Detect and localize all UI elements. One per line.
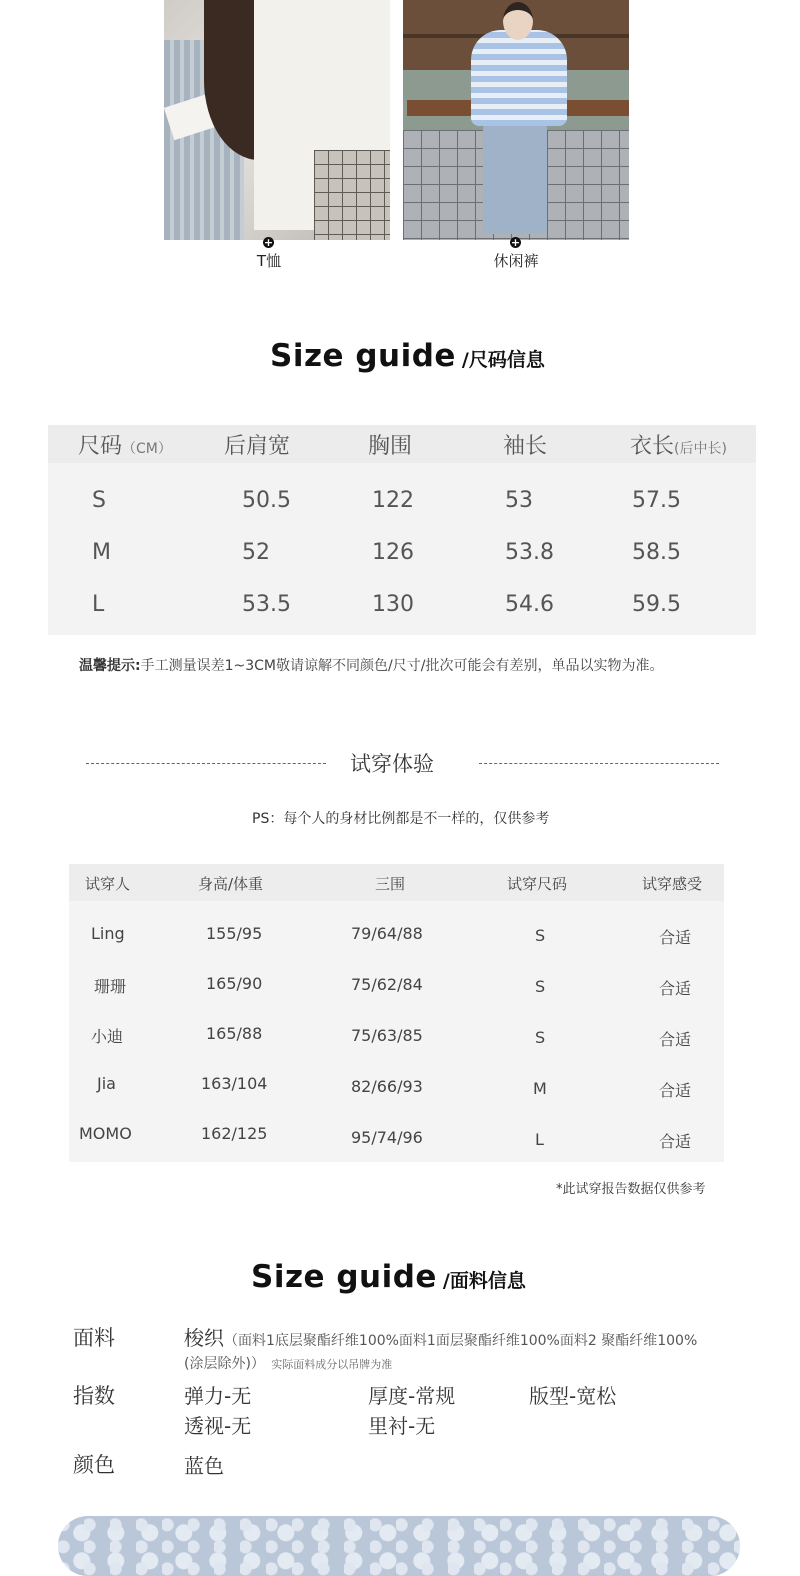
try-header-person: 试穿人: [85, 875, 131, 893]
fabric-guide-subtitle: /面料信息: [442, 1270, 526, 1292]
photo-label-pants: 休闲裤: [493, 252, 539, 270]
size-header-sleeve: 袖长: [503, 434, 548, 459]
try-cell: L: [535, 1130, 544, 1149]
try-cell: 75/63/85: [351, 1026, 423, 1045]
size-cell: S: [92, 488, 106, 513]
try-on-title: 试穿体验: [350, 752, 434, 776]
fabric-name: 梭织: [184, 1326, 224, 1350]
try-cell: 165/88: [206, 1024, 263, 1043]
try-cell: S: [535, 926, 546, 945]
size-cell: 53.5: [242, 592, 291, 617]
plus-icon[interactable]: +: [263, 236, 274, 249]
size-cell: 50.5: [242, 488, 291, 513]
product-photo-tshirt[interactable]: [164, 0, 390, 240]
try-cell: 珊珊: [94, 977, 127, 996]
try-cell: 合适: [659, 928, 692, 947]
size-guide-title: [270, 338, 545, 374]
try-cell: S: [535, 1028, 546, 1047]
size-header-length-label: 衣长: [630, 434, 675, 459]
index-thickness: 厚度-常规: [368, 1384, 456, 1408]
size-header-length-note: (后中长): [674, 441, 727, 457]
try-cell: MOMO: [79, 1124, 132, 1143]
size-guide-title-text: Size guide: [270, 338, 456, 374]
try-cell: 165/90: [206, 974, 263, 993]
size-cell: L: [92, 592, 105, 617]
size-cell: 59.5: [632, 592, 681, 617]
size-cell: 53: [505, 488, 533, 513]
try-header-size: 试穿尺码: [507, 875, 568, 893]
try-cell: M: [533, 1079, 547, 1098]
fabric-value: [184, 1322, 697, 1351]
try-cell: 合适: [659, 1081, 692, 1100]
try-cell: 95/74/96: [351, 1128, 423, 1147]
fabric-guide-title: [251, 1259, 526, 1295]
size-header-unit: （CM）: [122, 441, 172, 457]
try-cell: 163/104: [201, 1074, 268, 1093]
fabric-swatch-image: [58, 1516, 740, 1576]
color-value: 蓝色: [184, 1454, 224, 1478]
try-cell: 合适: [659, 979, 692, 998]
fabric-guide-title-text: Size guide: [251, 1259, 437, 1295]
size-cell: 126: [372, 540, 414, 565]
tip-label: 温馨提示:: [79, 658, 141, 674]
try-on-ps: PS：每个人的身材比例都是不一样的，仅供参考: [252, 811, 550, 827]
color-label: 颜色: [73, 1453, 115, 1477]
divider-right: [479, 763, 719, 764]
fabric-detail-1: （面料1底层聚酯纤维100%面料1面层聚酯纤维100%面料2 聚酯纤维100%: [224, 1333, 698, 1349]
measurement-tip: [79, 655, 663, 675]
size-cell: 130: [372, 592, 414, 617]
size-cell: 53.8: [505, 540, 554, 565]
plus-icon[interactable]: +: [510, 236, 521, 249]
try-cell: 合适: [659, 1030, 692, 1049]
size-header-size: [78, 429, 172, 460]
try-header-height-weight: 身高/体重: [198, 875, 264, 893]
size-header-length: [630, 429, 727, 460]
photo-detail-pants: [483, 124, 547, 234]
divider-left: [86, 763, 326, 764]
size-cell: 57.5: [632, 488, 681, 513]
index-lining: 里衬-无: [368, 1414, 436, 1438]
index-label: 指数: [73, 1384, 115, 1408]
photo-detail-tile: [314, 150, 390, 240]
size-cell: 54.6: [505, 592, 554, 617]
try-cell: 小迪: [91, 1027, 124, 1046]
try-on-note: *此试穿报告数据仅供参考: [556, 1182, 706, 1197]
size-cell: 58.5: [632, 540, 681, 565]
size-header-size-label: 尺码: [78, 434, 123, 459]
photo-label-tshirt: T恤: [256, 252, 282, 270]
try-cell: 79/64/88: [351, 924, 423, 943]
try-header-feel: 试穿感受: [642, 875, 703, 893]
try-cell: 75/62/84: [351, 975, 423, 994]
size-header-chest: 胸围: [368, 434, 413, 459]
try-header-measurements: 三围: [375, 875, 406, 893]
index-stretch: 弹力-无: [184, 1384, 252, 1408]
fabric-label: 面料: [73, 1326, 115, 1350]
size-header-shoulder: 后肩宽: [224, 434, 291, 459]
index-fit: 版型-宽松: [529, 1384, 617, 1408]
fabric-detail-2: (涂层除外)）: [184, 1356, 265, 1372]
size-cell: 122: [372, 488, 414, 513]
tip-text: 手工测量误差1~3CM敬请谅解不同颜色/尺寸/批次可能会有差别，单品以实物为准。: [140, 658, 664, 674]
photo-detail-jacket: [471, 30, 567, 126]
try-cell: Ling: [91, 924, 125, 943]
try-cell: S: [535, 977, 546, 996]
size-cell: M: [92, 540, 111, 565]
product-photo-pants[interactable]: [403, 0, 629, 240]
size-cell: 52: [242, 540, 270, 565]
try-cell: 82/66/93: [351, 1077, 423, 1096]
size-guide-subtitle: /尺码信息: [461, 349, 545, 371]
fabric-note: 实际面料成分以吊牌为准: [271, 1358, 393, 1371]
photo-detail-head: [503, 2, 533, 40]
try-cell: 162/125: [201, 1124, 268, 1143]
index-sheerness: 透视-无: [184, 1414, 252, 1438]
fabric-value-line-2: [184, 1349, 392, 1373]
try-cell: 155/95: [206, 924, 263, 943]
photo-detail-table: [407, 100, 477, 116]
try-cell: Jia: [97, 1074, 116, 1093]
try-cell: 合适: [659, 1132, 692, 1151]
